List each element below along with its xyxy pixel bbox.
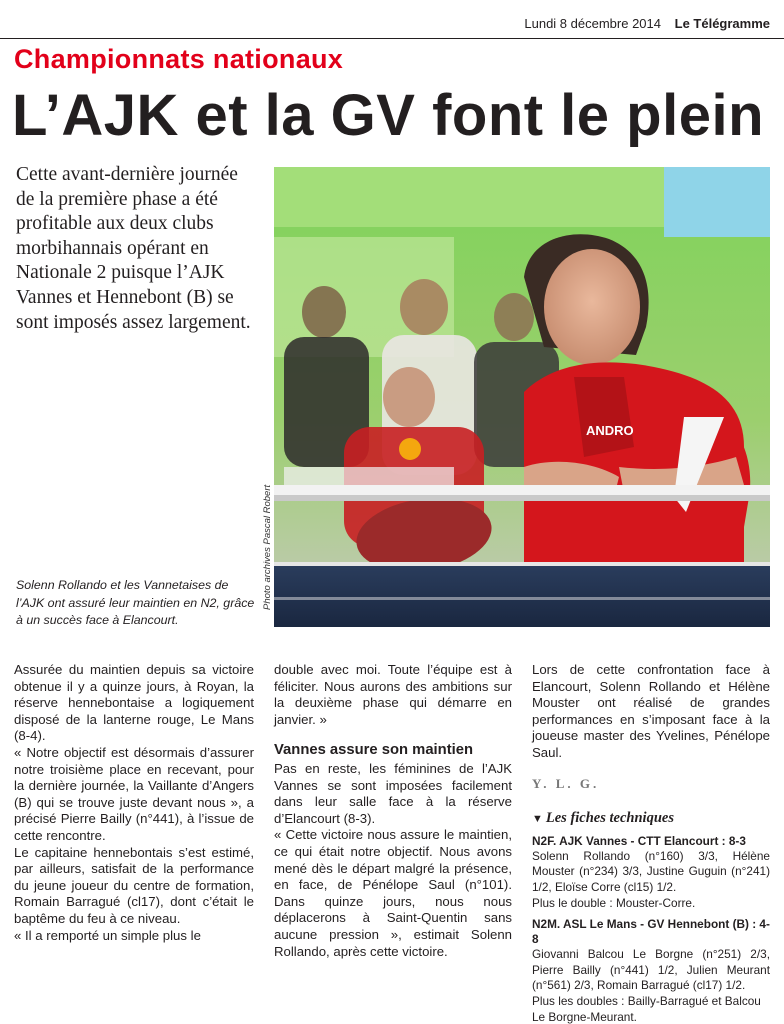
fiches-title (532, 810, 770, 828)
article-column-2 (274, 662, 512, 960)
headline: L’AJK et la GV font le plein (12, 83, 764, 148)
header-rule (0, 38, 784, 39)
body-paragraph: Pas en reste, les féminines de l’AJK Vannes se sont imposées facilement dans leur salle face à la réserve d’Elancourt (8-3). (274, 760, 512, 826)
lead-paragraph: Cette avant-dernière journée de la première phase a été profitable aux deux clubs morbihannais opérant en Nationale 2 puisque l’AJK Vannes et Hennebont (B) se sont imposés assez largement. (16, 164, 251, 333)
article-column-1 (14, 662, 254, 944)
body-paragraph: « Il a remporté un simple plus le (14, 927, 201, 943)
photo-illustration (274, 167, 770, 627)
photo-caption: Solenn Rollando et les Vannetaises de l’AJK ont assuré leur maintien en N2, grâce à un succès face à Elancourt. (16, 578, 255, 627)
publication-date: Lundi 8 décembre 2014 (524, 16, 661, 31)
result-doubles: Plus le double : Mouster-Corre. (532, 895, 696, 910)
body-paragraph: Assurée du maintien depuis sa victoire obtenue il y a quinze jours, à Royan, la réserve hennebontaise a logiquement disposé de la lanterne rouge, Le Mans (8-4). (14, 662, 254, 744)
result-header: N2M. ASL Le Mans - GV Hennebont (B) : 4-8 (532, 917, 770, 947)
section-subhead: Vannes assure son maintien (274, 742, 474, 759)
shirt-logo: ANDRO (586, 423, 634, 438)
body-paragraph: « Notre objectif est désormais d’assurer notre troisième place en recevant, pour la dernière journée, la Vaillante d’Angers (B) qui se trouve juste devant nous », a précisé Pierre Bailly (n°441), à l’issue de cette rencontre. (14, 744, 254, 843)
author-signature: Y. L. G. (532, 775, 600, 791)
fiches-title-text: Les fiches techniques (545, 810, 674, 827)
newspaper-name: Le Télégramme (674, 16, 770, 31)
body-paragraph: Lors de cette confrontation face à Elancourt, Solenn Rollando et Hélène Mouster ont réalisé de grandes performances en s’imposant face à la joueuse master des Yvelines, Pénélope Saul. (532, 662, 770, 760)
article-column-3 (532, 662, 770, 1024)
body-paragraph: Le capitaine hennebontais s’est estimé, par ailleurs, satisfait de la performance du jeune joueur du centre de formation, Romain Barragué (cl17), dont c’était le baptême du feu à ce niveau. (14, 844, 254, 926)
masthead (524, 16, 770, 31)
triangle-down-icon: ▼ (532, 813, 543, 826)
photo-credit: Photo archives Pascal Robert (262, 484, 273, 610)
body-paragraph: double avec moi. Toute l’équipe est à féliciter. Nous aurons des ambitions sur la deuxième phase qui démarre en janvier. » (274, 662, 512, 727)
result-details: Solenn Rollando (n°160) 3/3, Hélène Mouster (n°234) 3/3, Justine Guguin (n°241) 1/2, Eloïse Corre (cl15) 1/2. (532, 848, 770, 894)
section-kicker: Championnats nationaux (14, 44, 344, 74)
photo-table-tennis-player (274, 167, 770, 627)
result-details: Giovanni Balcou Le Borgne (n°251) 2/3, Pierre Bailly (n°441) 1/2, Julien Meurant (n°561) 2/3, Romain Barragué (cl17) 1/2. (532, 947, 770, 993)
body-paragraph: « Cette victoire nous assure le maintien, ce qui était notre objectif. Nous avons mené dès le départ malgré la présence, en face, de Pénélope Saul (n°101). Dans quinze jours, nous nous déplacerons à Saint-Quentin sans aucune pression », estimait Solenn Rollando, après cette victoire. (274, 827, 512, 959)
result-doubles: Plus les doubles : Bailly-Barragué et Balcou Le Borgne-Meurant. (532, 993, 761, 1024)
result-header: N2F. AJK Vannes - CTT Elancourt : 8-3 (532, 833, 746, 848)
